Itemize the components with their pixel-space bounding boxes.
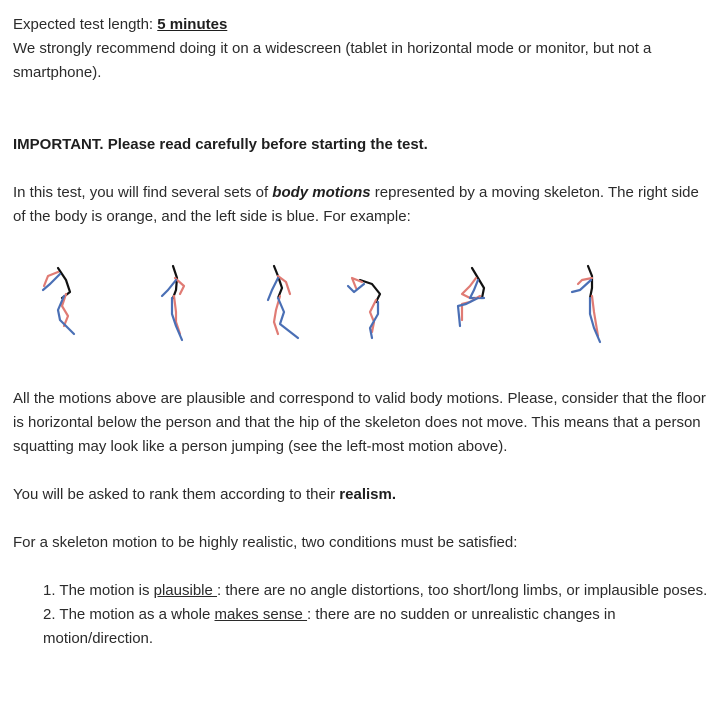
condition-makes-sense: 2. The motion as a whole makes sense : there are no sudden or unrealistic changes in motion/direction. xyxy=(43,606,616,647)
conditions-list xyxy=(13,579,713,651)
skeleton-motion-examples xyxy=(0,250,721,350)
skeleton-motion-3-icon xyxy=(268,266,298,338)
explanation-paragraph: All the motions above are plausible and correspond to valid body motions. Please, consider that the floor is horizontal below the person and that the hip of the skeleton does not move. This means that a person squatting may look like a person jumping (see the left-most motion above). xyxy=(13,390,706,455)
realism-emphasis: realism. xyxy=(339,486,397,503)
skeleton-motion-5-icon xyxy=(458,268,484,326)
description-paragraph: In this test, you will find several sets of body motions represented by a moving skeleton. The right side of the body is orange, and the left side is blue. For example: xyxy=(13,184,699,225)
test-length-line xyxy=(13,13,713,37)
important-notice: IMPORTANT. Please read carefully before starting the test. xyxy=(13,136,428,153)
test-length-value: 5 minutes xyxy=(157,16,228,33)
conditions-intro: For a skeleton motion to be highly realistic, two conditions must be satisfied: xyxy=(13,534,518,551)
ranking-paragraph: You will be asked to rank them according to their realism. xyxy=(13,486,397,503)
widescreen-recommendation: We strongly recommend doing it on a widescreen (tablet in horizontal mode or monitor, but not a smartphone). xyxy=(13,40,652,81)
makes-sense-link[interactable]: makes sense xyxy=(214,606,308,623)
skeleton-motion-6-icon xyxy=(572,266,600,342)
skeleton-motion-1-icon xyxy=(43,268,74,334)
skeleton-motion-4-icon xyxy=(348,278,380,338)
skeleton-motion-2-icon xyxy=(162,266,184,340)
body-motions-emphasis: body motions xyxy=(272,184,371,201)
test-length-label: Expected test length: xyxy=(13,16,158,33)
plausible-link[interactable]: plausible xyxy=(153,582,218,599)
condition-plausible: 1. The motion is plausible : there are no angle distortions, too short/long limbs, or implausible poses. xyxy=(43,582,708,599)
